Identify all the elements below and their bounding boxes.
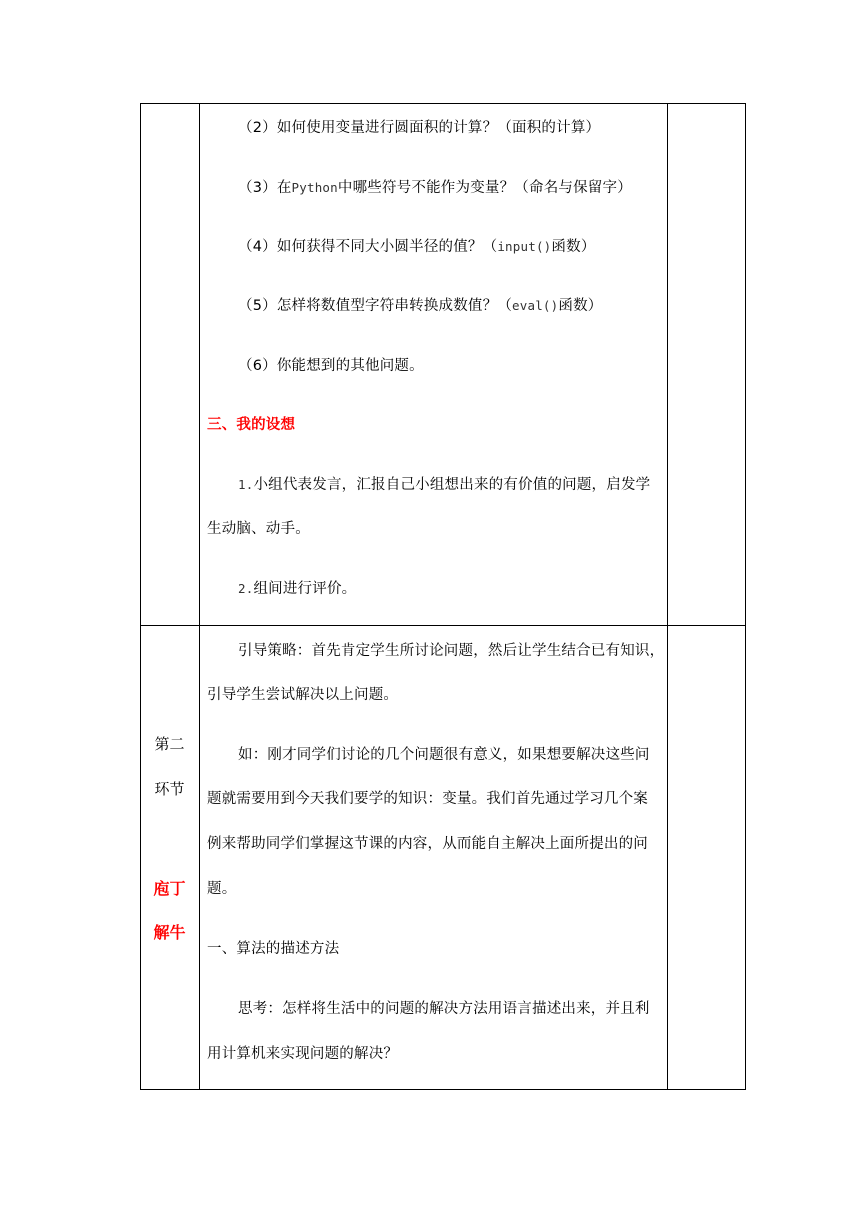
stage-label-line-1: 第二: [154, 735, 185, 753]
question-4: [238, 237, 596, 257]
paragraph-1-number: 1.: [238, 477, 254, 492]
stage-label-line-2: 环节: [154, 780, 185, 798]
question-6-text: （6）你能想到的其他问题。: [238, 358, 424, 374]
question-2: [238, 118, 600, 138]
stage-name-line-2: 解牛: [153, 923, 186, 942]
example-line-2: 题就需要用到今天我们要学的知识：变量。我们首先通过学习几个案: [207, 791, 648, 807]
question-3-text-b: 中哪些符号不能作为变量？（命名与保留字）: [337, 180, 632, 196]
table-bottom-border: [140, 1089, 746, 1090]
table-top-border: [140, 103, 746, 104]
question-3: [238, 178, 632, 198]
question-5: [238, 296, 603, 316]
example-line-1: 如：刚才同学们讨论的几个问题很有意义，如果想要解决这些问: [238, 747, 650, 763]
think-line-2: 用计算机来实现问题的解决？: [207, 1046, 399, 1062]
think-line-1: 思考：怎样将生活中的问题的解决方法用语言描述出来，并且利: [238, 1001, 650, 1017]
question-2-text: （2）如何使用变量进行圆面积的计算？（面积的计算）: [238, 120, 601, 136]
column-divider-2: [667, 103, 668, 1090]
paragraph-2: [238, 579, 356, 599]
strategy-line-1: 引导策略：首先肯定学生所讨论问题，然后让学生结合已有知识，: [238, 643, 665, 659]
paragraph-1-text: 小组代表发言，汇报自己小组想出来的有价值的问题，启发学: [253, 477, 651, 493]
row-divider: [140, 625, 746, 626]
question-5-code: eval(): [512, 298, 559, 313]
question-4-text-b: 函数）: [551, 239, 596, 255]
question-3-text-a: （3）在: [238, 180, 292, 196]
strategy-line-2: 引导学生尝试解决以上问题。: [207, 687, 399, 703]
question-3-code: Python: [291, 180, 338, 195]
paragraph-2-number: 2.: [238, 581, 254, 596]
example-line-3: 例来帮助同学们掌握这节课的内容，从而能自主解决上面所提出的问: [207, 836, 648, 852]
question-4-code: input(): [497, 239, 552, 254]
example-line-4: 题。: [207, 881, 237, 897]
question-4-text-a: （4）如何获得不同大小圆半径的值？（: [238, 239, 498, 255]
table-right-border: [745, 103, 746, 1090]
paragraph-1-line-2: 生动脑、动手。: [207, 521, 310, 537]
question-5-text-a: （5）怎样将数值型字符串转换成数值？（: [238, 298, 513, 314]
question-6: [238, 356, 424, 376]
section-3-title: 三、我的设想: [207, 417, 296, 433]
column-divider-1: [199, 103, 200, 1090]
paragraph-2-text: 组间进行评价。: [253, 581, 357, 597]
stage-name-line-1: 庖丁: [153, 879, 186, 898]
section-1-title: 一、算法的描述方法: [207, 941, 340, 957]
question-5-text-b: 函数）: [558, 298, 603, 314]
paragraph-1-line-1: [238, 475, 650, 495]
